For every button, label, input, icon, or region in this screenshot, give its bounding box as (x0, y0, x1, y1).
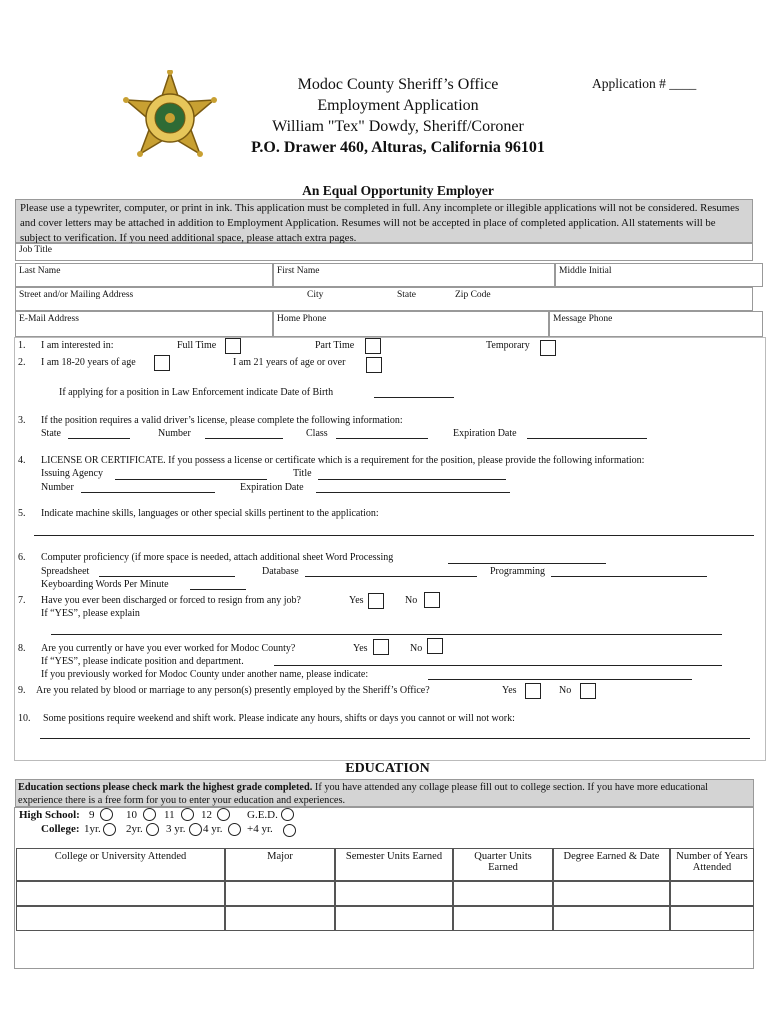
q8-position-label: If “YES”, please indicate position and department. (41, 656, 244, 667)
edu-row-1-quarter[interactable] (453, 881, 553, 906)
dl-class-label: Class (306, 428, 328, 439)
college-4yr-radio[interactable] (228, 823, 241, 836)
hs-ged-radio[interactable] (281, 808, 294, 821)
dl-class-line[interactable] (336, 438, 428, 439)
q8-no-checkbox[interactable] (427, 638, 443, 654)
first-name-label: First Name (277, 266, 320, 276)
q7-explain-label: If “YES”, please explain (41, 608, 140, 619)
college-4yr-label: 4 yr. (203, 823, 223, 835)
q9-yes-label: Yes (502, 685, 517, 696)
q6-number: 6. (18, 552, 26, 563)
email-field[interactable] (15, 311, 273, 337)
q7-no-label: No (405, 595, 418, 606)
home-phone-field[interactable] (273, 311, 549, 337)
zip-label: Zip Code (455, 290, 491, 300)
q1-text: I am interested in: (41, 340, 114, 351)
q6-text: Computer proficiency (if more space is needed, attach additional sheet Word Processing (41, 552, 394, 563)
q9-text: Are you related by blood or marriage to any person(s) presently employed by the Sheriff’s Office? (36, 685, 430, 696)
col-degree-label: Degree Earned & Date (563, 851, 660, 862)
edu-row-2-major[interactable] (225, 906, 335, 931)
last-name-label: Last Name (19, 266, 61, 276)
col-quarter-header (453, 848, 553, 881)
age-18-20-label: I am 18-20 years of age (41, 357, 136, 368)
q2-number: 2. (18, 357, 26, 368)
college-1yr-label: 1yr. (84, 823, 101, 835)
keyboarding-label: Keyboarding Words Per Minute (41, 579, 169, 590)
hs-grade-9-radio[interactable] (100, 808, 113, 821)
hs-grade-9-label: 9 (89, 809, 95, 821)
spreadsheet-label: Spreadsheet (41, 566, 90, 577)
cert-title-label: Title (293, 468, 312, 479)
dob-line[interactable] (374, 397, 454, 398)
q8-previous-label: If you previously worked for Modoc County under another name, please indicate: (41, 669, 369, 680)
job-title-label: Job Title (19, 245, 53, 255)
spreadsheet-line[interactable] (99, 576, 235, 577)
state-label: State (397, 290, 416, 300)
eeo-statement: An Equal Opportunity Employer (302, 183, 494, 198)
age-18-20-checkbox[interactable] (154, 355, 170, 371)
full-time-checkbox[interactable] (225, 338, 241, 354)
cert-number-label: Number (41, 482, 74, 493)
database-label: Database (262, 566, 299, 577)
city-label: City (307, 290, 324, 300)
col-major-header (225, 848, 335, 881)
q8-yes-label: Yes (353, 643, 368, 654)
hs-grade-11-label: 11 (164, 809, 175, 821)
q8-no-label: No (410, 643, 423, 654)
edu-row-1-years[interactable] (670, 881, 754, 906)
edu-row-2-semester[interactable] (335, 906, 453, 931)
street-label: Street and/or Mailing Address (19, 290, 134, 300)
q8-previous-line[interactable] (428, 679, 692, 680)
college-3yr-radio[interactable] (189, 823, 202, 836)
last-name-field[interactable] (15, 263, 273, 287)
middle-initial-label: Middle Initial (559, 266, 612, 276)
dl-exp-label: Expiration Date (453, 428, 517, 439)
message-phone-label: Message Phone (553, 314, 613, 324)
col-degree-header (553, 848, 670, 881)
instructions-text: Please use a typewriter, computer, or print in ink. This application must be completed in full. Any incomplete or illegible applications will not be considered. Resumes and cover letters may be attached in addition to Employment Application. Resumes will not be accepted in place of completed application. All statements will be subject to verification. If you need additional space, please attach extra pages. (20, 202, 740, 244)
q7-yes-checkbox[interactable] (368, 593, 384, 609)
q8-number: 8. (18, 643, 26, 654)
middle-initial-field[interactable] (555, 263, 763, 287)
col-semester-label: Semester Units Earned (345, 851, 443, 862)
hs-grade-11-radio[interactable] (181, 808, 194, 821)
first-name-field[interactable] (273, 263, 555, 287)
col-college-label: College or University Attended (54, 851, 187, 862)
q4-text: LICENSE OR CERTIFICATE. If you possess a license or certificate which is a requirement for the position, please provide the following information: (41, 455, 645, 466)
job-title-field[interactable] (15, 243, 753, 261)
cert-exp-line[interactable] (316, 492, 510, 493)
street-address-field[interactable] (15, 287, 753, 311)
temporary-label: Temporary (486, 340, 530, 351)
hs-ged-label: G.E.D. (247, 809, 278, 821)
form-title: Employment Application (317, 97, 479, 114)
q7-yes-label: Yes (349, 595, 364, 606)
part-time-label: Part Time (315, 340, 355, 351)
q3-number: 3. (18, 415, 26, 426)
college-1yr-radio[interactable] (103, 823, 116, 836)
office-address: P.O. Drawer 460, Alturas, California 96101 (251, 139, 545, 156)
college-4plus-label: +4 yr. (247, 823, 273, 835)
college-label: College: (41, 823, 80, 835)
col-semester-header (335, 848, 453, 881)
sheriff-name: William "Tex" Dowdy, Sheriff/Coroner (272, 118, 524, 135)
dl-state-label: State (41, 428, 61, 439)
edu-row-2-degree[interactable] (553, 906, 670, 931)
database-line[interactable] (305, 576, 477, 577)
q7-no-checkbox[interactable] (424, 592, 440, 608)
col-college-header (16, 848, 225, 881)
q5-number: 5. (18, 508, 26, 519)
education-note-text: If you have attended any collage please fill out to college section. If you have more educational experience there is a free form for you to enter your education and experiences. (18, 782, 709, 806)
part-time-checkbox[interactable] (365, 338, 381, 354)
hs-grade-12-radio[interactable] (217, 808, 230, 821)
edu-row-1-college[interactable] (16, 881, 225, 906)
edu-row-1-major[interactable] (225, 881, 335, 906)
q10-line[interactable] (40, 738, 750, 739)
edu-row-2-quarter[interactable] (453, 906, 553, 931)
dl-number-label: Number (158, 428, 191, 439)
age-21-plus-checkbox[interactable] (366, 357, 382, 373)
q9-no-label: No (559, 685, 572, 696)
email-label: E-Mail Address (19, 314, 79, 324)
q9-number: 9. (18, 685, 26, 696)
application-number: Application # ____ (592, 76, 697, 91)
q10-text: Some positions require weekend and shift work. Please indicate any hours, shifts or days you cannot or will not work: (43, 713, 515, 724)
education-note-bold: Education sections please check mark the highest grade completed. (18, 782, 313, 793)
college-2yr-label: 2yr. (126, 823, 143, 835)
q9-no-checkbox[interactable] (580, 683, 596, 699)
hs-grade-10-radio[interactable] (143, 808, 156, 821)
col-major-label: Major (267, 851, 293, 862)
cert-title-line[interactable] (318, 479, 506, 480)
dl-state-line[interactable] (68, 438, 130, 439)
sheriff-seal (116, 70, 224, 174)
office-name: Modoc County Sheriff’s Office (297, 76, 499, 93)
cert-number-line[interactable] (81, 492, 215, 493)
q8-yes-checkbox[interactable] (373, 639, 389, 655)
hs-grade-10-label: 10 (126, 809, 137, 821)
col-years-header (670, 848, 754, 881)
instructions-box (15, 199, 753, 243)
edu-row-2-college[interactable] (16, 906, 225, 931)
q1-number: 1. (18, 340, 26, 351)
q3-text: If the position requires a valid driver’s license, please complete the following information: (41, 415, 403, 426)
message-phone-field[interactable] (549, 311, 763, 337)
q7-text: Have you ever been discharged or forced to resign from any job? (41, 595, 301, 606)
q7-number: 7. (18, 595, 26, 606)
college-2yr-radio[interactable] (146, 823, 159, 836)
education-title: EDUCATION (345, 761, 430, 776)
col-quarter-label: Quarter Units Earned (474, 851, 532, 873)
col-years-label: Number of Years Attended (676, 851, 748, 873)
education-note-box (15, 779, 754, 807)
full-time-label: Full Time (177, 340, 217, 351)
cert-agency-label: Issuing Agency (41, 468, 103, 479)
home-phone-label: Home Phone (277, 314, 327, 324)
high-school-label: High School: (19, 809, 80, 821)
edu-row-1-degree[interactable] (553, 881, 670, 906)
cert-exp-label: Expiration Date (240, 482, 304, 493)
college-4plus-radio[interactable] (283, 824, 296, 837)
programming-line[interactable] (551, 576, 707, 577)
keyboarding-line[interactable] (190, 589, 246, 590)
q5-text: Indicate machine skills, languages or other special skills pertinent to the application: (41, 508, 379, 519)
temporary-checkbox[interactable] (540, 340, 556, 356)
word-processing-line[interactable] (448, 563, 606, 564)
q4-number: 4. (18, 455, 26, 466)
q9-yes-checkbox[interactable] (525, 683, 541, 699)
q7-explain-line[interactable] (51, 634, 722, 635)
dl-number-line[interactable] (205, 438, 283, 439)
questions-section (14, 337, 766, 761)
edu-row-2-years[interactable] (670, 906, 754, 931)
programming-label: Programming (490, 566, 545, 577)
cert-agency-line[interactable] (115, 479, 267, 480)
edu-row-1-semester[interactable] (335, 881, 453, 906)
hs-grade-12-label: 12 (201, 809, 212, 821)
q10-number: 10. (18, 713, 31, 724)
q8-position-line[interactable] (274, 665, 722, 666)
q8-text: Are you currently or have you ever worked for Modoc County? (41, 643, 296, 654)
law-dob-label: If applying for a position in Law Enforcement indicate Date of Birth (59, 387, 334, 398)
skills-line[interactable] (34, 535, 754, 536)
college-3yr-label: 3 yr. (166, 823, 186, 835)
dl-exp-line[interactable] (527, 438, 647, 439)
age-21-plus-label: I am 21 years of age or over (233, 357, 346, 368)
